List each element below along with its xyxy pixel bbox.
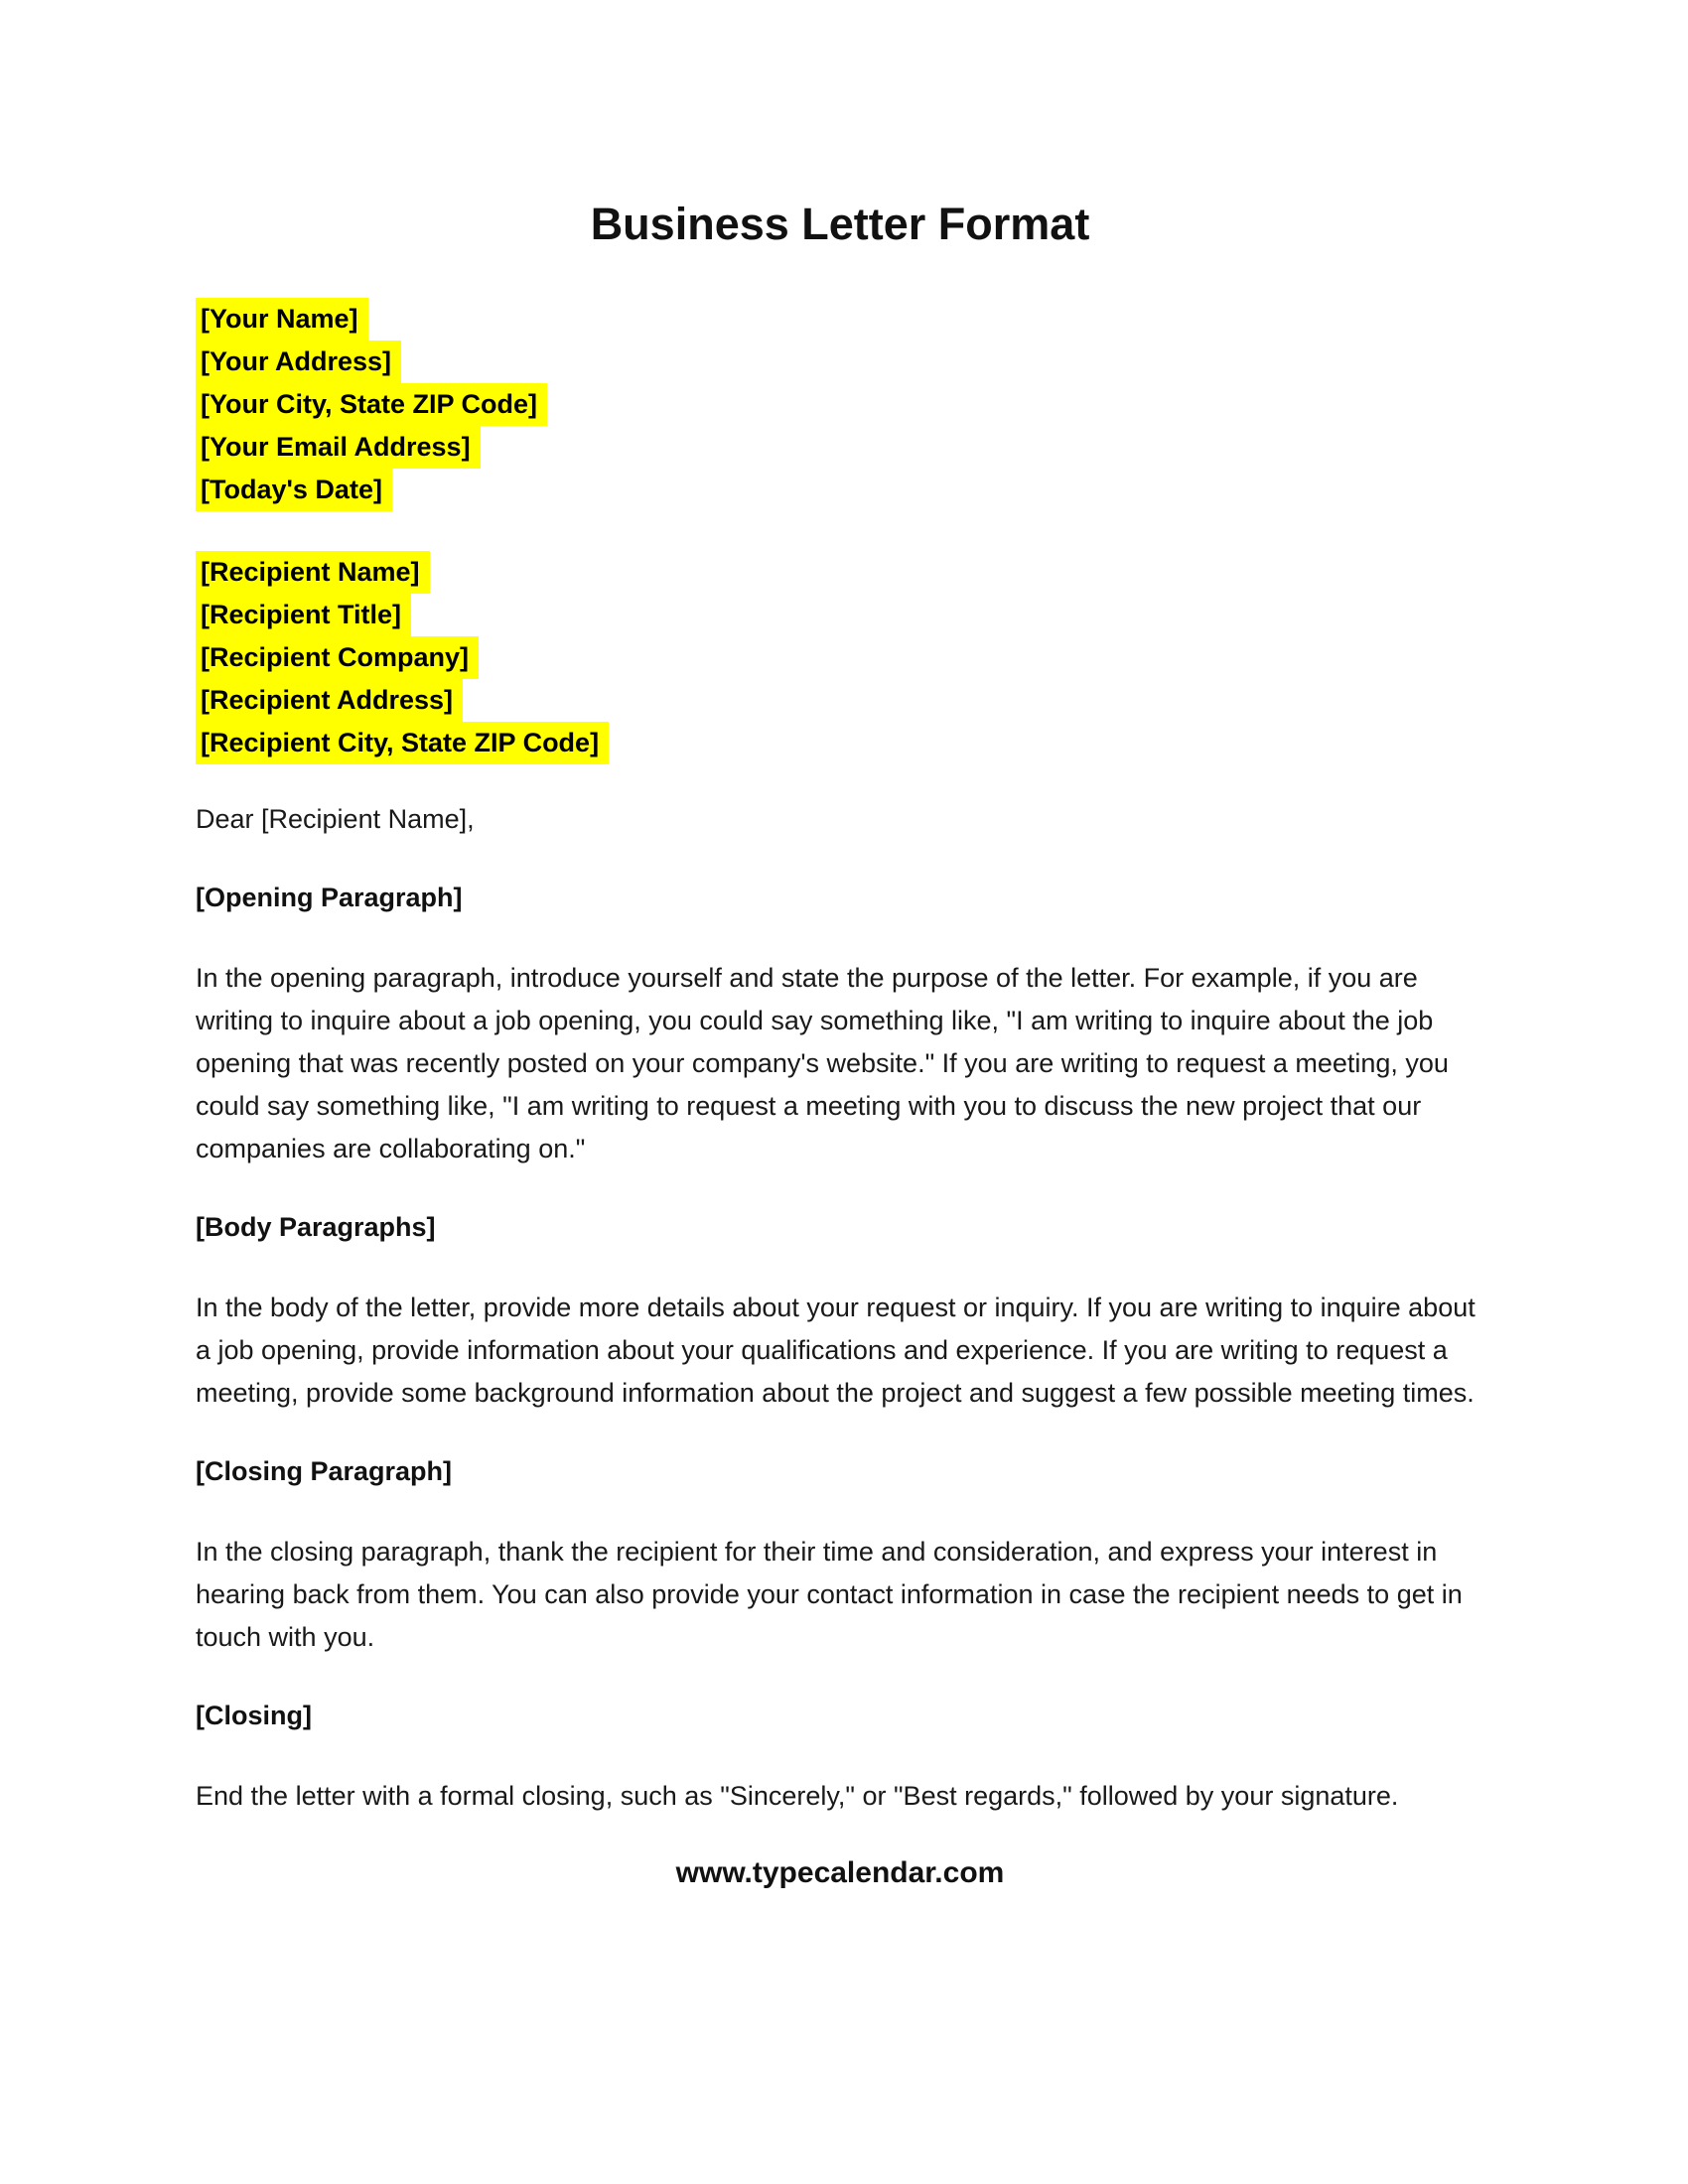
section-paragraph: In the body of the letter, provide more details about your request or inquiry. If you are writing to inquire about a job opening, provide information about your qualifications and experience. If you are writing to request a meeting, provide some background information about the project and suggest a few possible meeting times. <box>196 1293 1476 1408</box>
recipient-line-city-state-zip: [Recipient City, State ZIP Code] <box>196 722 609 764</box>
section-heading: [Body Paragraphs] <box>196 1212 436 1242</box>
sender-line-city-state-zip: [Your City, State ZIP Code] <box>196 383 547 426</box>
sender-line-email: [Your Email Address] <box>196 426 481 469</box>
recipient-line-title: [Recipient Title] <box>196 594 411 636</box>
section-heading: [Closing Paragraph] <box>196 1456 453 1486</box>
sender-line-name: [Your Name] <box>196 298 368 341</box>
section-closing <box>196 1695 1484 1818</box>
section-paragraph: End the letter with a formal closing, such as "Sincerely," or "Best regards," followed by your signature. <box>196 1781 1399 1811</box>
section-opening-paragraph <box>196 877 1484 1170</box>
sender-line-address: [Your Address] <box>196 341 401 383</box>
section-body-paragraphs <box>196 1206 1484 1415</box>
salutation-line: Dear [Recipient Name], <box>196 804 475 834</box>
sender-line-date: [Today's Date] <box>196 469 392 511</box>
recipient-line-company: [Recipient Company] <box>196 636 479 679</box>
recipient-line-name: [Recipient Name] <box>196 551 430 594</box>
page-title: Business Letter Format <box>590 199 1090 249</box>
section-heading: [Closing] <box>196 1701 312 1730</box>
section-paragraph: In the closing paragraph, thank the recipient for their time and consideration, and express your interest in hearing back from them. You can also provide your contact information in case the recipient needs to get in touch with you. <box>196 1537 1463 1652</box>
section-heading: [Opening Paragraph] <box>196 883 463 912</box>
footer-website-text: www.typecalendar.com <box>675 1856 1005 1889</box>
recipient-address-block <box>196 551 1484 764</box>
recipient-line-address: [Recipient Address] <box>196 679 463 722</box>
section-paragraph: In the opening paragraph, introduce yourself and state the purpose of the letter. For example, if you are writing to inquire about a job opening, you could say something like, "I am writing to inquire about the job opening that was recently posted on your company's website." If you are writing to request a meeting, you could say something like, "I am writing to request a meeting with you to discuss the new project that our companies are collaborating on." <box>196 963 1449 1163</box>
section-closing-paragraph <box>196 1450 1484 1659</box>
sender-address-block <box>196 298 1484 511</box>
